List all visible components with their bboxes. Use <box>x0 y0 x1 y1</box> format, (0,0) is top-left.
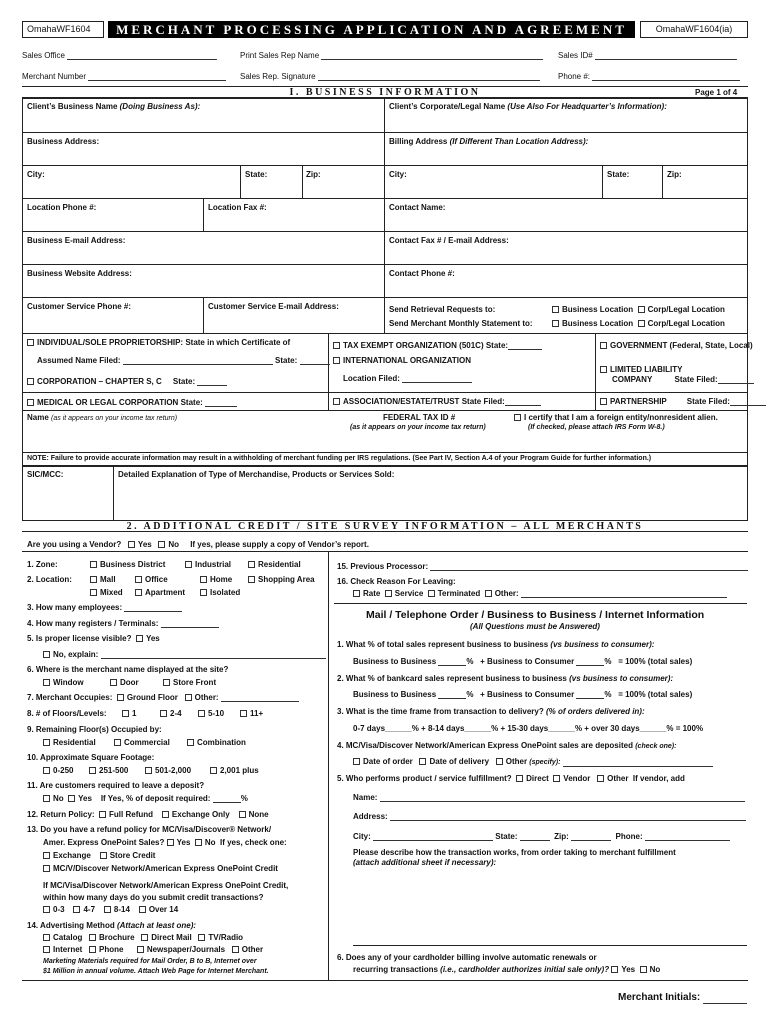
billing-city-label: City: <box>389 170 407 179</box>
refund-exchange[interactable]: Exchange Store Credit <box>43 851 155 860</box>
license-question[interactable]: 5. Is proper license visible? Yes <box>27 634 160 643</box>
display-door[interactable]: Door <box>110 678 139 687</box>
medical-checkbox[interactable]: MEDICAL OR LEGAL CORPORATION State: <box>27 398 237 407</box>
sqft-0-250[interactable]: 0-250 <box>43 766 73 775</box>
sic-label: SIC/MCC: <box>27 470 64 479</box>
location-phone-label: Location Phone #: <box>27 203 97 212</box>
merchant-number-label: Merchant Number <box>22 72 226 81</box>
advertising-row1[interactable]: Catalog Brochure Direct Mail TV/Radio <box>43 933 243 942</box>
fed-tax-note: (as it appears on your income tax return) <box>350 424 486 431</box>
employees-question: 3. How many employees: <box>27 603 182 612</box>
irs-note: NOTE: Failure to provide accurate information may result in a withholding of merchant funding per IRS regulations. (See Part IV, Section A.4 of your Program Guide for further information.) <box>27 455 652 462</box>
cs-email-label: Customer Service E-mail Address: <box>208 302 339 311</box>
zone-business[interactable]: Business District <box>90 560 165 569</box>
refund-policy-question: 13. Do you have a refund policy for MC/Visa/Discover® Network/ <box>27 825 272 834</box>
credit-days-question: If MC/Visa/Discover Network/American Express OnePoint Credit, <box>43 881 289 890</box>
phone-field[interactable] <box>592 72 740 81</box>
mq2: 2. What % of bankcard sales represent business to business (vs business to consumer): <box>337 674 674 683</box>
assumed-name-label: Assumed Name Filed: State: <box>37 356 330 365</box>
previous-processor: 15. Previous Processor: <box>337 562 748 571</box>
license-no-explain[interactable]: No, explain: <box>43 650 326 659</box>
floors-11-plus[interactable]: 11+ <box>240 709 263 718</box>
loc-office[interactable]: Office <box>135 575 168 584</box>
llc-checkbox[interactable]: LIMITED LIABILITY <box>600 365 682 374</box>
merchandise-label: Detailed Explanation of Type of Merchandise, Products or Services Sold: <box>118 470 395 479</box>
statement-label: Send Merchant Monthly Statement to: <box>389 319 533 328</box>
mq6-answer[interactable]: recurring transactions (i.e., cardholder authorizes initial sale only)? Yes No <box>353 965 661 974</box>
international-checkbox[interactable]: INTERNATIONAL ORGANIZATION <box>333 356 471 365</box>
website-label: Business Website Address: <box>27 269 132 278</box>
merchant-number-field[interactable] <box>88 72 226 81</box>
sqft-501-2000[interactable]: 501-2,000 <box>145 766 191 775</box>
mail-order-title: Mail / Telephone Order / Business to Business / Internet Information <box>366 609 705 621</box>
zone-question: 1. Zone: <box>27 560 58 569</box>
billing-address-label: Billing Address (If Different Than Location Address): <box>389 137 589 146</box>
remaining-commercial[interactable]: Commercial <box>114 738 170 747</box>
dba-label: Client’s Business Name (Doing Business As): <box>27 102 201 111</box>
phone-label: Phone #: <box>558 72 740 81</box>
contact-name-label: Contact Name: <box>389 203 446 212</box>
association-checkbox[interactable]: ASSOCIATION/ESTATE/TRUST State Filed: <box>333 397 541 406</box>
occupies-question[interactable]: 7. Merchant Occupies: Ground Floor Other: <box>27 693 299 702</box>
tax-exempt-checkbox[interactable]: TAX EXEMPT ORGANIZATION (501C) State: <box>333 341 542 350</box>
contact-fax-label: Contact Fax # / E-mail Address: <box>389 236 509 245</box>
display-window[interactable]: Window <box>43 678 84 687</box>
mq4: 4. MC/Visa/Discover Network/American Express OnePoint sales are deposited (check one): <box>337 741 677 750</box>
contact-phone-label: Contact Phone #: <box>389 269 455 278</box>
llc-label: COMPANY State Filed: <box>612 375 754 384</box>
location-question: 2. Location: <box>27 575 72 584</box>
sales-office-label: Sales Office <box>22 51 217 60</box>
loc-shopping[interactable]: Shopping Area <box>248 575 315 584</box>
deposit-options[interactable]: No Yes If Yes, % of deposit required: % <box>43 794 248 803</box>
zip-label: Zip: <box>306 170 321 179</box>
form-id-left: OmahaWF1604 <box>22 21 104 38</box>
foreign-note: (If checked, please attach IRS Form W-8.) <box>528 424 665 431</box>
credit-days-options[interactable]: 0-3 4-7 8-14 Over 14 <box>43 905 178 914</box>
remaining-residential[interactable]: Residential <box>43 738 96 747</box>
location-fax-label: Location Fax #: <box>208 203 267 212</box>
retrieval-label: Send Retrieval Requests to: <box>389 305 496 314</box>
mq3-answer: 0-7 days______% + 8-14 days______% + 15-30 days______% + over 30 days______% = 100% <box>353 724 704 733</box>
zone-industrial[interactable]: Industrial <box>185 560 231 569</box>
individual-checkbox[interactable]: INDIVIDUAL/SOLE PROPRIETORSHIP: State in which Certificate of <box>27 338 290 347</box>
reason-leaving: 16. Check Reason For Leaving: <box>337 577 456 586</box>
reason-options[interactable]: Rate Service Terminated Other: <box>353 589 727 598</box>
mq1-answer: Business to Business % + Business to Consumer % = 100% (total sales) <box>353 657 693 666</box>
registers-question: 4. How many registers / Terminals: <box>27 619 219 628</box>
form-title: MERCHANT PROCESSING APPLICATION AND AGREEMENT <box>108 21 635 38</box>
city-label: City: <box>27 170 45 179</box>
mq6: 6. Does any of your cardholder billing involve automatic renewals or <box>337 953 597 962</box>
billing-zip-label: Zip: <box>667 170 682 179</box>
location-filed-label: Location Filed: <box>343 374 472 383</box>
deposit-question: 11. Are customers required to leave a deposit? <box>27 781 205 790</box>
cs-phone-label: Customer Service Phone #: <box>27 302 132 311</box>
rep-signature-label: Sales Rep. Signature <box>240 72 540 81</box>
sales-id-field[interactable] <box>595 51 737 60</box>
mq4-options[interactable]: Date of order Date of delivery Other (specify): <box>353 757 713 767</box>
loc-apartment[interactable]: Apartment <box>135 588 185 597</box>
display-storefront[interactable]: Store Front <box>163 678 216 687</box>
loc-mixed[interactable]: Mixed <box>90 588 123 597</box>
print-rep-field[interactable] <box>321 51 543 60</box>
vendor-city-row: City: State: Zip: Phone: <box>353 832 730 841</box>
return-policy-question[interactable]: 12. Return Policy: Full Refund Exchange Only None <box>27 810 269 819</box>
legal-name-label: Client’s Corporate/Legal Name (Use Also For Headquarter’s Information): <box>389 102 667 111</box>
floors-question: 8. # of Floors/Levels: <box>27 709 107 718</box>
loc-isolated[interactable]: Isolated <box>200 588 240 597</box>
name-displayed-question: 6. Where is the merchant name displayed at the site? <box>27 665 229 674</box>
state-label: State: <box>245 170 268 179</box>
mq2-answer: Business to Business % + Business to Consumer % = 100% (total sales) <box>353 690 693 699</box>
form-id-right: OmahaWF1604(ia) <box>640 21 748 38</box>
remaining-combination[interactable]: Combination <box>187 738 246 747</box>
advertising-row2[interactable]: Internet Phone Newspaper/Journals Other <box>43 945 263 954</box>
business-email-label: Business E-mail Address: <box>27 236 126 245</box>
sales-office-field[interactable] <box>67 51 217 60</box>
corporation-checkbox[interactable]: CORPORATION – CHAPTER S, C State: <box>27 377 227 386</box>
print-rep-label: Print Sales Rep Name <box>240 51 543 60</box>
name-tax-label: Name (as it appears on your income tax return) <box>27 413 178 422</box>
fed-tax-label: FEDERAL TAX ID # <box>383 413 456 422</box>
sqft-251-500[interactable]: 251-500 <box>89 766 128 775</box>
vendor-name: Name: <box>353 793 745 802</box>
rep-signature-field[interactable] <box>318 72 540 81</box>
section1-title: I. BUSINESS INFORMATION <box>22 86 748 98</box>
loc-home[interactable]: Home <box>200 575 232 584</box>
sqft-question: 10. Approximate Square Footage: <box>27 753 155 762</box>
mq1: 1. What % of total sales represent business to business (vs business to consumer): <box>337 640 655 649</box>
marketing-note-1: Marketing Materials required for Mail Order, B to B, Internet over <box>43 958 257 965</box>
sqft-2001-plus[interactable]: 2,001 plus <box>210 766 259 775</box>
mq5[interactable]: 5. Who performs product / service fulfillment? Direct Vendor Other If vendor, add <box>337 774 685 783</box>
foreign-checkbox[interactable]: I certify that I am a foreign entity/nonresident alien. <box>514 413 718 422</box>
refund-policy-answer[interactable]: Amer. Express OnePoint Sales? Yes No If yes, check one: <box>43 838 287 847</box>
billing-state-label: State: <box>607 170 630 179</box>
business-address-label: Business Address: <box>27 137 100 146</box>
floors-1[interactable]: 1 <box>122 709 136 718</box>
zone-residential[interactable]: Residential <box>248 560 301 569</box>
credit-days-question-2: within how many days do you submit credit transactions? <box>43 893 264 902</box>
statement-options[interactable]: Business Location Corp/Legal Location <box>552 319 725 328</box>
merchant-initials[interactable]: Merchant Initials: <box>618 992 747 1004</box>
section2-title: 2. ADDITIONAL CREDIT / SITE SURVEY INFORMATION – ALL MERCHANTS <box>22 520 748 532</box>
describe-text: Please describe how the transaction works, from order taking to merchant fulfillment <box>353 848 676 857</box>
vendor-address: Address: <box>353 812 746 821</box>
mail-order-subtitle: (All Questions must be Answered) <box>470 622 600 631</box>
marketing-note-2: $1 Million in annual volume. Attach Web Page for Internet Merchant. <box>43 968 269 975</box>
advertising-question: 14. Advertising Method (Attach at least one): <box>27 921 197 930</box>
government-checkbox[interactable]: GOVERNMENT (Federal, State, Local) <box>600 341 753 350</box>
floors-5-10[interactable]: 5-10 <box>198 709 224 718</box>
refund-credit[interactable]: MC/V/Discover Network/American Express OnePoint Credit <box>43 864 278 873</box>
describe-note: (attach additional sheet if necessary): <box>353 858 497 867</box>
page-number: Page 1 of 4 <box>695 88 738 97</box>
mq3: 3. What is the time frame from transaction to delivery? (% of orders delivered in): <box>337 707 645 716</box>
retrieval-options[interactable]: Business Location Corp/Legal Location <box>552 305 725 314</box>
sales-id-label: Sales ID# <box>558 51 737 60</box>
partnership-checkbox[interactable]: PARTNERSHIP State Filed: <box>600 397 766 406</box>
floors-2-4[interactable]: 2-4 <box>160 709 182 718</box>
loc-mall[interactable]: Mall <box>90 575 116 584</box>
remaining-floors-question: 9. Remaining Floor(s) Occupied by: <box>27 725 162 734</box>
vendor-question[interactable]: Are you using a Vendor? Yes No If yes, please supply a copy of Vendor’s report. <box>27 540 369 549</box>
